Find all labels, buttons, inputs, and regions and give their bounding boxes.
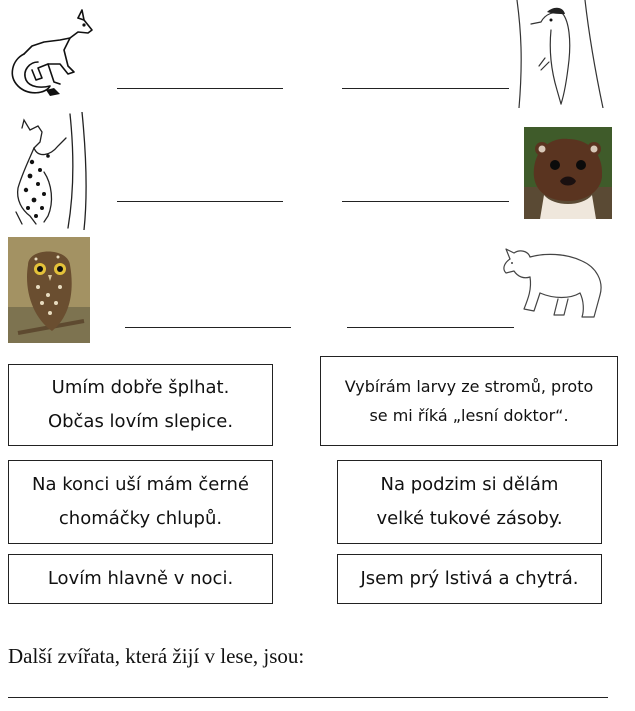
answer-blank-marten[interactable] (342, 201, 509, 202)
clue-box-fox-sly (337, 554, 602, 604)
clue-line: Na konci uší mám černé (32, 474, 249, 495)
clue-line: chomáčky chlupů. (58, 508, 223, 529)
clue-line: Jsem prý lstivá a chytrá. (360, 568, 579, 589)
clue-box-fox (8, 364, 273, 446)
clue-box-woodpecker (320, 356, 618, 446)
clue-line: Občas lovím slepice. (47, 411, 234, 432)
answer-blank-bear[interactable] (347, 327, 514, 328)
clue-line: Lovím hlavně v noci. (47, 568, 234, 589)
owl-image (8, 237, 90, 343)
clue-box-owl (8, 554, 273, 604)
clue-box-lynx (8, 460, 273, 544)
woodpecker-image (505, 0, 610, 108)
answer-blank-woodpecker[interactable] (342, 88, 509, 89)
answer-blank-owl[interactable] (125, 327, 291, 328)
answer-blank-lynx[interactable] (117, 201, 283, 202)
fox-image (8, 8, 98, 100)
other-animals-answer-line[interactable] (8, 697, 608, 698)
clue-line: velké tukové zásoby. (376, 508, 563, 529)
marten-image (524, 127, 612, 219)
other-animals-question: Další zvířata, která žijí v lese, jsou: (8, 644, 305, 668)
bear-image (500, 243, 610, 323)
clue-line: Vybírám larvy ze stromů, proto (344, 377, 594, 396)
clue-line: Na podzim si dělám (380, 474, 559, 495)
clue-line: Umím dobře šplhat. (51, 377, 230, 398)
answer-blank-fox[interactable] (117, 88, 283, 89)
clue-box-bear (337, 460, 602, 544)
lynx-image (8, 112, 100, 230)
clue-line: se mi říká „lesní doktor“. (369, 406, 569, 425)
